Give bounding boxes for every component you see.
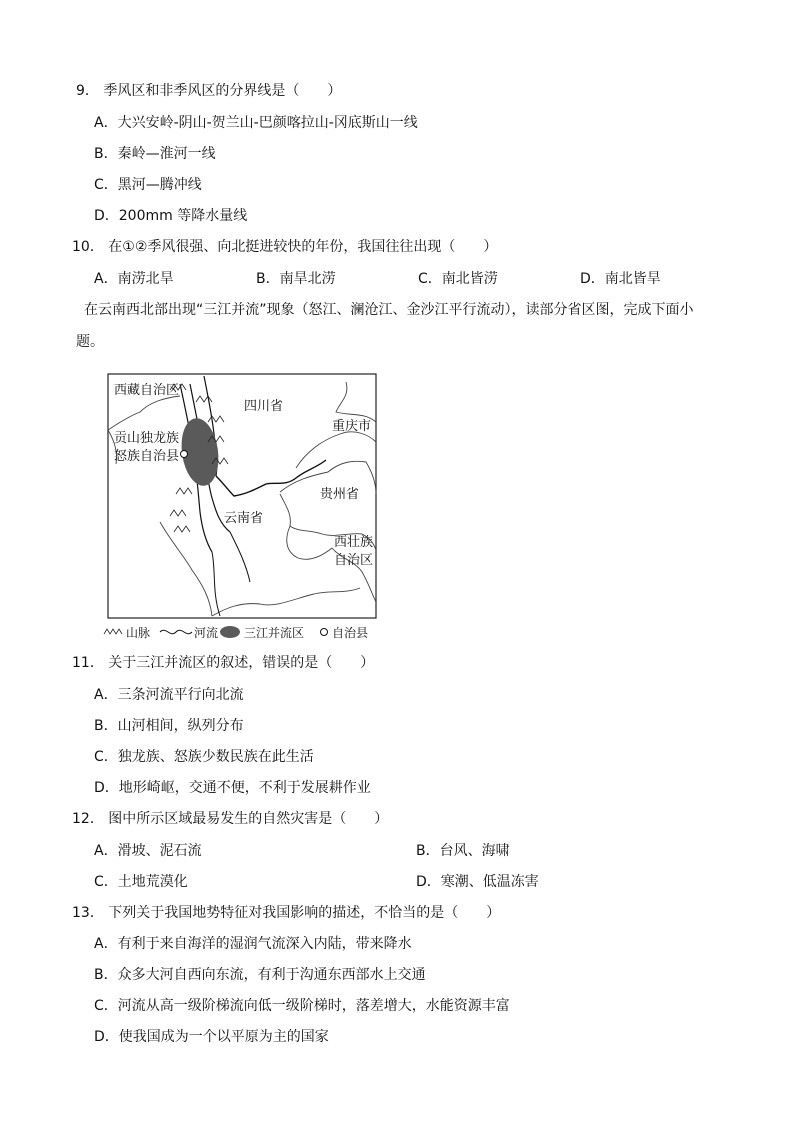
- legend-county-symbol: [321, 629, 328, 636]
- q9-option-c: C．黑河—腾冲线: [94, 177, 202, 193]
- q12-option-d: D．寒潮、低温冻害: [416, 874, 539, 890]
- q9-option-b: B．秦岭—淮河一线: [94, 146, 216, 162]
- q10-option-a: A．南涝北旱: [94, 271, 174, 287]
- q10-option-b: B．南旱北涝: [256, 271, 336, 287]
- q12-option-a: A．滑坡、泥石流: [94, 843, 202, 859]
- q11-option-d: D．地形崎岖，交通不便，不利于发展耕作业: [94, 780, 371, 796]
- q11-stem: 11． 关于三江并流区的叙述，错误的是（ ）: [72, 655, 375, 671]
- yunnan-border: [160, 522, 212, 616]
- q9-stem: 9． 季风区和非季风区的分界线是（ ）: [76, 83, 342, 99]
- q10-option-d: D．南北皆旱: [580, 271, 661, 287]
- q13-option-a: A．有利于来自海洋的湿润气流深入内陆，带来降水: [94, 936, 412, 952]
- legend-mountain: 山脉: [126, 626, 151, 640]
- q13-option-b: B．众多大河自西向东流，有利于沟通东西部水上交通: [94, 967, 426, 983]
- label-county-line-2: 怒族自治县: [114, 449, 180, 464]
- intro-line-1: 在云南西北部出现“三江并流”现象（怒江、澜沧江、金沙江平行流动），读部分省区图，完成下面小: [84, 302, 694, 318]
- legend-confluence-symbol: [220, 626, 240, 638]
- jinsha-river: [216, 460, 326, 496]
- intro-line-2: 题。: [76, 334, 104, 350]
- label-guizhou: 贵州省: [320, 487, 360, 502]
- q10-stem: 10． 在①②季风很强、向北挺进较快的年份，我国往往出现（ ）: [72, 239, 498, 255]
- tibet-border: [108, 396, 180, 430]
- legend-confluence: 三江并流区: [244, 626, 305, 640]
- q11-option-c: C．独龙族、怒族少数民族在此生活: [94, 749, 314, 765]
- province-map: [100, 372, 390, 644]
- label-county-line-1: 贡山独龙族: [114, 431, 180, 446]
- legend-mountain-symbol: [104, 629, 122, 634]
- legend-county: 自治县: [332, 626, 369, 640]
- q11-option-a: A．三条河流平行向北流: [94, 687, 244, 703]
- q13-option-d: D．使我国成为一个以平原为主的国家: [94, 1029, 329, 1045]
- q10-option-c: C．南北皆涝: [418, 271, 498, 287]
- county-marker: [181, 451, 188, 458]
- q9-option-d: D．200mm 等降水量线: [94, 208, 248, 224]
- q13-option-c: C．河流从高一级阶梯流向低一级阶梯时，落差增大，水能资源丰富: [94, 998, 510, 1014]
- legend-river: 河流: [194, 626, 219, 640]
- q13-stem: 13． 下列关于我国地势特征对我国影响的描述，不恰当的是（ ）: [72, 905, 501, 921]
- label-guangxi-line-1: 西壮族: [334, 535, 374, 550]
- q12-option-b: B．台风、海啸: [416, 843, 510, 859]
- label-yunnan: 云南省: [224, 511, 264, 526]
- label-sichuan: 四川省: [244, 399, 284, 414]
- q12-option-c: C．土地荒漠化: [94, 874, 188, 890]
- label-tibet: 西藏自治区: [114, 383, 180, 398]
- q9-option-a: A．大兴安岭-阴山-贺兰山-巴颜喀拉山-冈底斯山一线: [94, 115, 418, 131]
- label-guangxi-line-2: 自治区: [334, 553, 374, 568]
- q12-stem: 12． 图中所示区域最易发生的自然灾害是（ ）: [72, 811, 389, 827]
- q11-option-b: B．山河相间，纵列分布: [94, 718, 244, 734]
- label-chongqing: 重庆市: [332, 419, 372, 434]
- legend-river-symbol: [160, 630, 192, 633]
